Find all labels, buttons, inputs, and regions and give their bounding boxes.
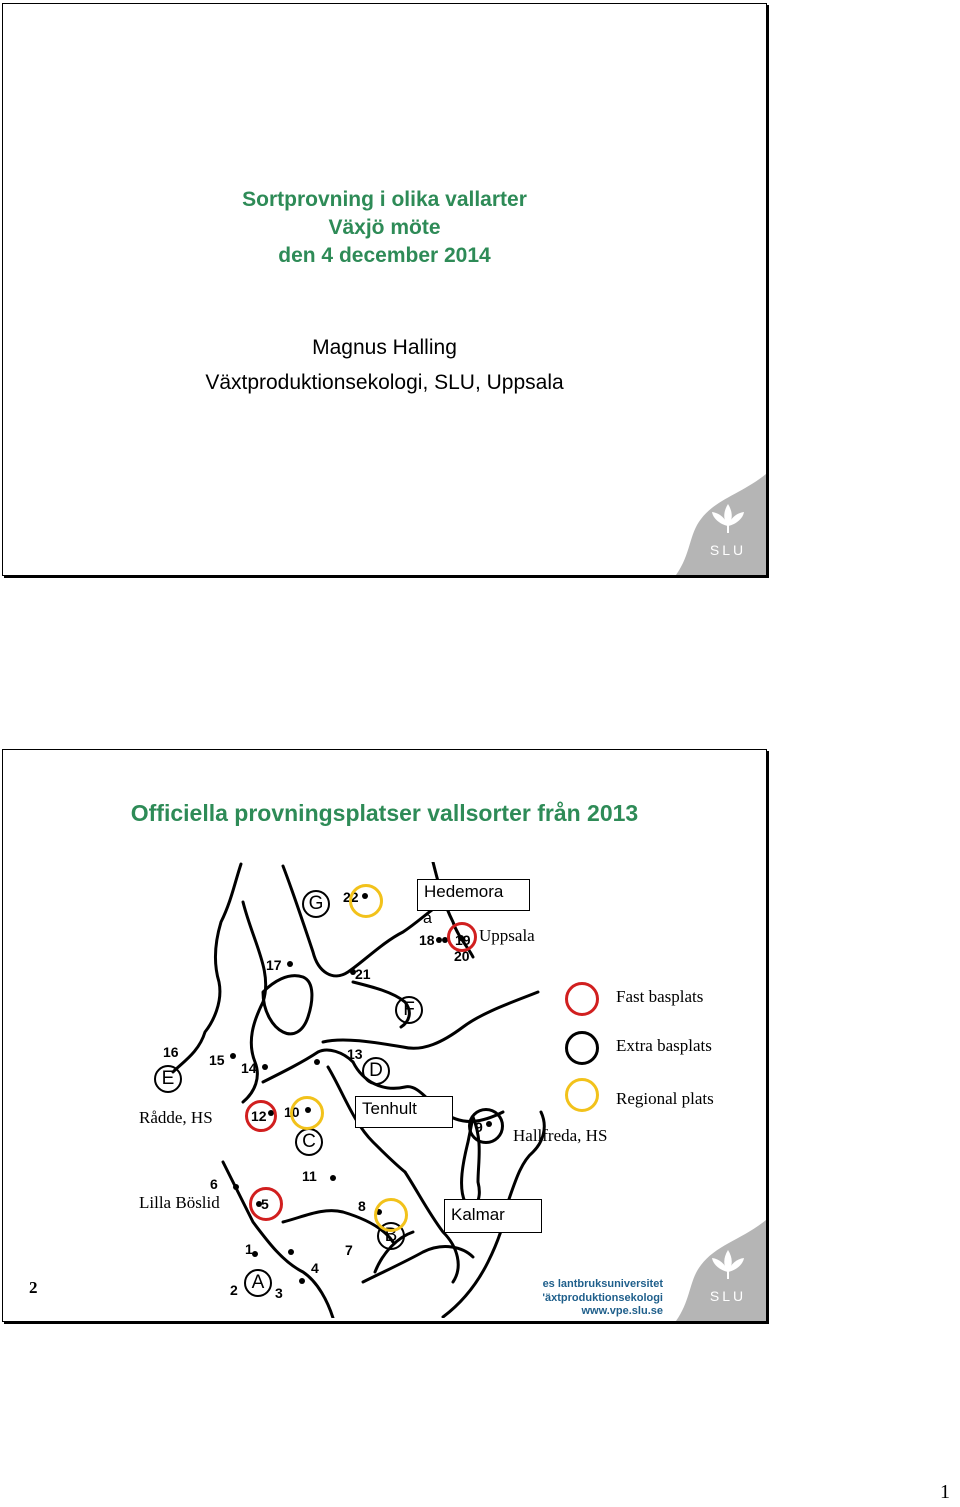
site-17: 17 (266, 957, 282, 973)
slide-1 (2, 3, 767, 576)
ring-regional-22 (349, 884, 383, 918)
footer-website: www.vpe.slu.se (581, 1305, 663, 1317)
slide2-title: Officiella provningsplatser vallsorter från 2013 (130, 800, 639, 826)
site-16: 16 (163, 1044, 179, 1060)
site-3: 3 (275, 1285, 283, 1301)
label-hallfreda: Hallfreda, HS (513, 1126, 608, 1145)
label-lilla-boslid: Lilla Böslid (139, 1193, 220, 1212)
label-tenhult-text: Tenhult (362, 1099, 417, 1118)
footer-department: 'äxtproduktionsekologi (542, 1292, 663, 1304)
legend-fast-label: Fast basplats (616, 987, 704, 1006)
ring-fast-radde (245, 1100, 277, 1132)
slide1-title-line-2: Växjö möte (328, 216, 441, 239)
site-9: 9 (475, 1119, 483, 1135)
slu-logo (671, 474, 766, 575)
ring-regional-tenhult (290, 1096, 324, 1130)
region-d: D (362, 1057, 390, 1085)
slide-2 (2, 749, 767, 1322)
legend-regional-label: Regional plats (616, 1089, 714, 1108)
site-4: 4 (311, 1260, 319, 1276)
site-8: 8 (358, 1198, 366, 1214)
label-hedemora-text: Hedemora (424, 882, 504, 901)
legend-regional-ring (565, 1078, 599, 1112)
ring-fast-lilla-boslid (249, 1187, 283, 1221)
site-13: 13 (347, 1046, 363, 1062)
label-kalmar (444, 1199, 542, 1233)
site-5: 5 (261, 1196, 269, 1212)
legend-fast-ring (565, 982, 599, 1016)
sweden-map (143, 862, 688, 1318)
region-e: E (154, 1065, 182, 1093)
site-6: 6 (210, 1176, 218, 1192)
legend-extra-ring (565, 1031, 599, 1065)
legend-extra-label: Extra basplats (616, 1036, 712, 1055)
label-tenhult (355, 1096, 453, 1128)
ring-regional-kalmar (374, 1198, 408, 1232)
slide1-author: Magnus Halling (312, 336, 457, 359)
slide1-affiliation: Växtproduktionsekologi, SLU, Uppsala (205, 371, 564, 394)
slide1-title-line-3: den 4 december 2014 (278, 244, 491, 267)
label-uppsala: Uppsala (479, 926, 535, 945)
region-g: G (302, 890, 330, 918)
site-22: 22 (343, 889, 359, 905)
slu-logo-2 (671, 1220, 766, 1321)
slu-logo-text-2: SLU (709, 1288, 747, 1304)
footer-university: es lantbruksuniversitet (542, 1278, 663, 1290)
ring-extra-hallfreda (468, 1108, 504, 1144)
site-1: 1 (245, 1241, 253, 1257)
site-10: 10 (284, 1104, 300, 1120)
site-7: 7 (345, 1242, 353, 1258)
region-a: A (244, 1269, 272, 1297)
site-11: 11 (302, 1168, 317, 1184)
slu-logo-text: SLU (709, 542, 747, 558)
site-15: 15 (209, 1052, 225, 1068)
site-20: 20 (454, 948, 470, 964)
label-hedemora (417, 879, 530, 911)
label-kalmar-text: Kalmar (451, 1205, 505, 1224)
page-number: 1 (940, 1481, 950, 1503)
region-c: C (295, 1128, 323, 1156)
site-18: 18 (419, 932, 435, 948)
label-hedemora-extra: a (423, 910, 432, 927)
slide-number: 2 (29, 1278, 38, 1297)
ring-fast-uppsala (447, 922, 477, 952)
label-radde: Rådde, HS (139, 1108, 213, 1127)
region-b: B (377, 1222, 405, 1250)
site-12: 12 (251, 1108, 267, 1124)
region-f: F (395, 996, 423, 1024)
site-2: 2 (230, 1282, 238, 1298)
site-14: 14 (241, 1060, 257, 1076)
site-21: 21 (355, 966, 371, 982)
site-19: 19 (455, 932, 471, 948)
slide1-title-line-1: Sortprovning i olika vallarter (242, 188, 527, 211)
